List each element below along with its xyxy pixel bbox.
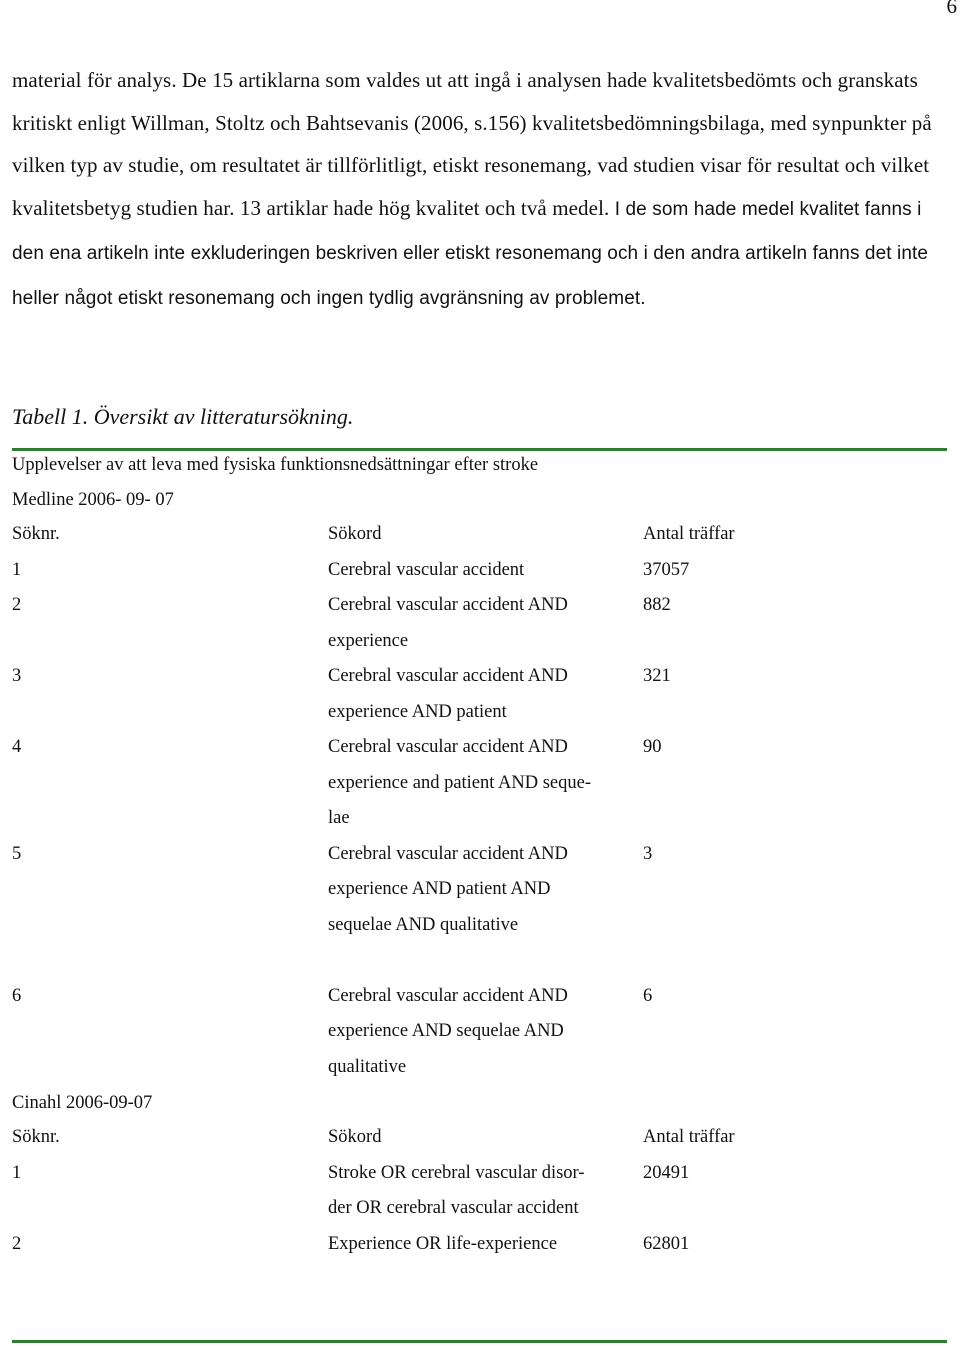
row-number: 2 <box>12 1233 22 1254</box>
body-text-sans: I de som hade medel kvalitet fanns i den ena artikeln inte exkluderingen beskriven eller etiskt resonemang och i den andra artikeln fanns det inte heller något etiskt resonemang och ingen tydlig avgränsning av problemet. <box>12 198 929 309</box>
term-line: der OR cerebral vascular accident <box>328 1198 579 1218</box>
row-terms <box>328 837 628 944</box>
database-label-cinahl: Cinahl 2006-09-07 <box>12 1093 153 1113</box>
row-hits: 882 <box>643 595 671 615</box>
row-terms <box>328 553 628 589</box>
row-hits: 37057 <box>643 559 690 580</box>
row-number: 4 <box>12 737 22 757</box>
row-number: 6 <box>12 985 22 1006</box>
table-bottom-rule <box>12 1340 947 1343</box>
row-terms <box>328 979 628 1086</box>
database-label-medline: Medline 2006- 09- 07 <box>12 490 174 510</box>
term-line: Cerebral vascular accident AND <box>328 843 568 864</box>
term-line: lae <box>328 808 350 828</box>
header-sokord: Sökord <box>328 1127 382 1147</box>
term-line: Stroke OR cerebral vascular disor- <box>328 1162 585 1183</box>
row-hits: 20491 <box>643 1162 690 1183</box>
row-terms <box>328 1156 628 1227</box>
row-hits: 321 <box>643 666 671 686</box>
row-terms <box>328 1227 628 1263</box>
row-terms <box>328 659 628 730</box>
row-hits: 62801 <box>643 1233 690 1254</box>
term-line: Experience OR life-experience <box>328 1233 558 1254</box>
header-antal: Antal träffar <box>643 524 735 544</box>
term-line: experience <box>328 630 409 651</box>
row-number: 5 <box>12 843 22 864</box>
body-text-serif: material för analys. De 15 artiklarna som valdes ut att ingå i analysen hade kvalitetsbedömts och granskats kritiskt enligt Willman, Stoltz och Bahtsevanis (2006, s.156) kvalitetsbedömningsbilaga, med synpunkter på vilken typ av studie, om resultatet är tillförlitligt, etiskt resonemang, vad studien visar för resultat och vilket kvalitetsbetyg studien har. 13 artiklar hade hög kvalitet och två medel. <box>12 68 932 220</box>
term-line: experience AND sequelae AND <box>328 1021 564 1041</box>
header-sokord: Sökord <box>328 524 382 544</box>
term-line: Cerebral vascular accident AND <box>328 737 568 757</box>
header-soknr: Söknr. <box>12 1127 60 1147</box>
row-hits: 3 <box>643 843 653 864</box>
term-line: Cerebral vascular accident AND <box>328 595 568 615</box>
body-paragraph <box>12 59 957 320</box>
term-line: experience AND patient <box>328 701 507 722</box>
row-hits: 90 <box>643 737 662 757</box>
header-soknr: Söknr. <box>12 524 60 544</box>
row-terms <box>328 730 628 837</box>
row-number: 1 <box>12 1162 22 1183</box>
row-hits: 6 <box>643 985 653 1006</box>
term-line: Cerebral vascular accident AND <box>328 985 568 1006</box>
row-terms <box>328 588 628 659</box>
term-line: sequelae AND qualitative <box>328 914 519 935</box>
row-number: 1 <box>12 559 22 580</box>
header-antal: Antal träffar <box>643 1127 735 1147</box>
row-number: 2 <box>12 595 22 615</box>
row-number: 3 <box>12 666 22 686</box>
page-number: 6 <box>946 0 957 18</box>
term-line: qualitative <box>328 1056 407 1077</box>
table-caption: Tabell 1. Översikt av litteratursökning. <box>12 404 354 429</box>
term-line: Cerebral vascular accident <box>328 559 525 580</box>
table-top-rule <box>12 448 947 451</box>
table-subtitle: Upplevelser av att leva med fysiska funktionsnedsättningar efter stroke <box>12 455 539 475</box>
term-line: experience AND patient AND <box>328 879 551 899</box>
term-line: Cerebral vascular accident AND <box>328 666 568 686</box>
term-line: experience and patient AND seque- <box>328 772 592 793</box>
